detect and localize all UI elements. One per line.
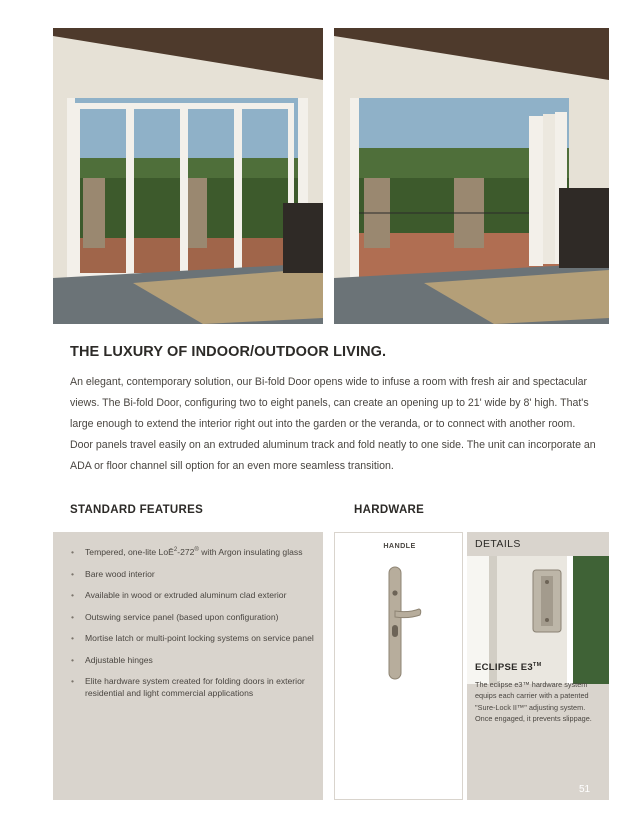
feature-item: • Mortise latch or multi-point locking systems on service panel bbox=[71, 632, 315, 644]
closed-bifold-door-photo bbox=[53, 28, 323, 324]
features-list bbox=[53, 532, 323, 699]
page-number: 51 bbox=[579, 784, 591, 795]
handle-label: HANDLE bbox=[383, 541, 416, 550]
details-title: DETAILS bbox=[475, 538, 521, 550]
feature-item: • Tempered, one-lite LoĒ$^2$-272® with Argon insulating glass bbox=[71, 546, 315, 558]
door-handle-image bbox=[375, 563, 425, 683]
feature-item: • Outswing service panel (based upon configuration) bbox=[71, 611, 315, 623]
feature-item: • Bare wood interior bbox=[71, 568, 315, 580]
intro-paragraph: An elegant, contemporary solution, our Bi-fold Door opens wide to infuse a room with fresh air and spectacular views. The Bi-fold Door, configuring two to eight panels, can create an opening up to 21' wide by 8' high. That's large enough to extend the interior right out into the garden or the veranda, or to connect with another room. Door panels travel easily on an extruded aluminum track and fold neatly to one side. The unit can incorporate an ADA or floor channel sill option for an even more seamless transition. bbox=[70, 376, 596, 472]
eclipse-e3-title: ECLIPSE E3™ bbox=[475, 662, 542, 674]
standard-features-panel bbox=[53, 532, 323, 800]
standard-features-title: STANDARD FEATURES bbox=[70, 504, 204, 516]
details-panel bbox=[467, 532, 609, 800]
feature-item: • Adjustable hinges bbox=[71, 654, 315, 666]
hardware-title: HARDWARE bbox=[354, 504, 425, 516]
handle-panel bbox=[334, 532, 463, 800]
feature-item: • Elite hardware system created for folding doors in exterior residential and light commercial applications bbox=[71, 675, 315, 699]
eclipse-e3-description: The eclipse e3™ hardware system equips each carrier with a patented "Sure-Lock II™" adjusting system. Once engaged, it prevents slippage. bbox=[475, 680, 592, 724]
page-heading: THE LUXURY OF INDOOR/OUTDOOR LIVING. bbox=[70, 344, 387, 360]
open-bifold-door-photo bbox=[334, 28, 609, 324]
feature-item: • Available in wood or extruded aluminum clad exterior bbox=[71, 589, 315, 601]
